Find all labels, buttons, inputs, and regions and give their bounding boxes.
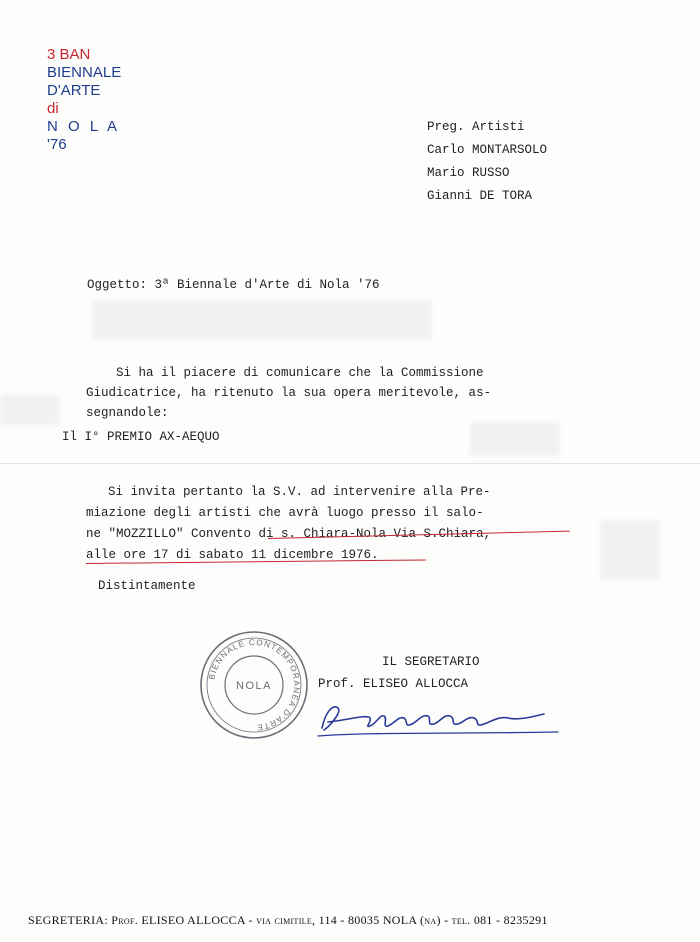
footer-name: ELISEO ALLOCCA [141, 913, 246, 927]
signatory-name: Prof. ELISEO ALLOCCA [318, 677, 469, 691]
ghost-print-smudge [470, 422, 560, 456]
paragraph-line: alle ore 17 di sabato 11 dicembre 1976. [86, 548, 379, 562]
footer-title: Prof. [111, 913, 139, 927]
logo-line-di: di [47, 100, 59, 117]
footer-province: (na) [420, 913, 441, 927]
recipients-salutation: Preg. Artisti [427, 120, 525, 134]
recipient-name: Mario RUSSO [427, 166, 510, 180]
paragraph-line: Si ha il piacere di comunicare che la Commissione [116, 366, 484, 380]
footer-phone: 8235291 [503, 913, 548, 927]
paragraph-line: miazione degli artisti che avrà luogo presso il salo- [86, 506, 484, 520]
logo-line-nola: N O L A [47, 118, 120, 135]
signatory-title: IL SEGRETARIO [382, 655, 480, 669]
stamp-ring-text: BIENNALE CONTEMPORANEA D'ARTE [207, 637, 302, 733]
footer-address: - via cimitile, 114 - 80035 [248, 913, 380, 927]
body-paragraph-2 [86, 482, 491, 566]
logo-line-biennale: BIENNALE [47, 64, 122, 81]
award-line: Il I° PREMIO AX-AEQUO [62, 430, 220, 444]
biennale-stamp-icon [198, 629, 310, 741]
logo-line-arte: D'ARTE [47, 82, 101, 99]
footer-label: SEGRETERIA: [28, 913, 108, 927]
paragraph-line: ne "MOZZILLO" Convento di s. Chiara-Nola Via S.Chiara, [86, 527, 492, 541]
paragraph-line: segnandole: [86, 406, 169, 420]
footer-city: NOLA [382, 913, 417, 927]
recipients-block [427, 116, 547, 208]
biennale-logo [47, 46, 121, 154]
recipient-name: Carlo MONTARSOLO [427, 143, 548, 157]
footer-phone-label: - tel. 081 - [444, 913, 501, 927]
logo-line-year: '76 [47, 136, 67, 153]
logo-line-edition: 3 BAN [47, 46, 91, 63]
letterhead-footer [28, 913, 678, 928]
paragraph-line: Si invita pertanto la S.V. ad intervenire alla Pre- [108, 485, 491, 499]
ghost-print-smudge [600, 520, 660, 580]
ghost-print-smudge [92, 300, 432, 340]
body-paragraph-1 [86, 363, 491, 423]
handwritten-signature-icon [308, 692, 568, 744]
closing-salutation: Distintamente [98, 579, 196, 593]
paper-fold-line [0, 463, 700, 464]
recipient-name: Gianni DE TORA [427, 189, 533, 203]
ghost-print-smudge [0, 395, 60, 425]
signature-block [318, 651, 480, 695]
stamp-center-text: NOLA [236, 680, 272, 692]
subject-line: Oggetto: 3ª Biennale d'Arte di Nola '76 [87, 278, 380, 292]
paragraph-line: Giudicatrice, ha ritenuto la sua opera meritevole, as- [86, 386, 492, 400]
